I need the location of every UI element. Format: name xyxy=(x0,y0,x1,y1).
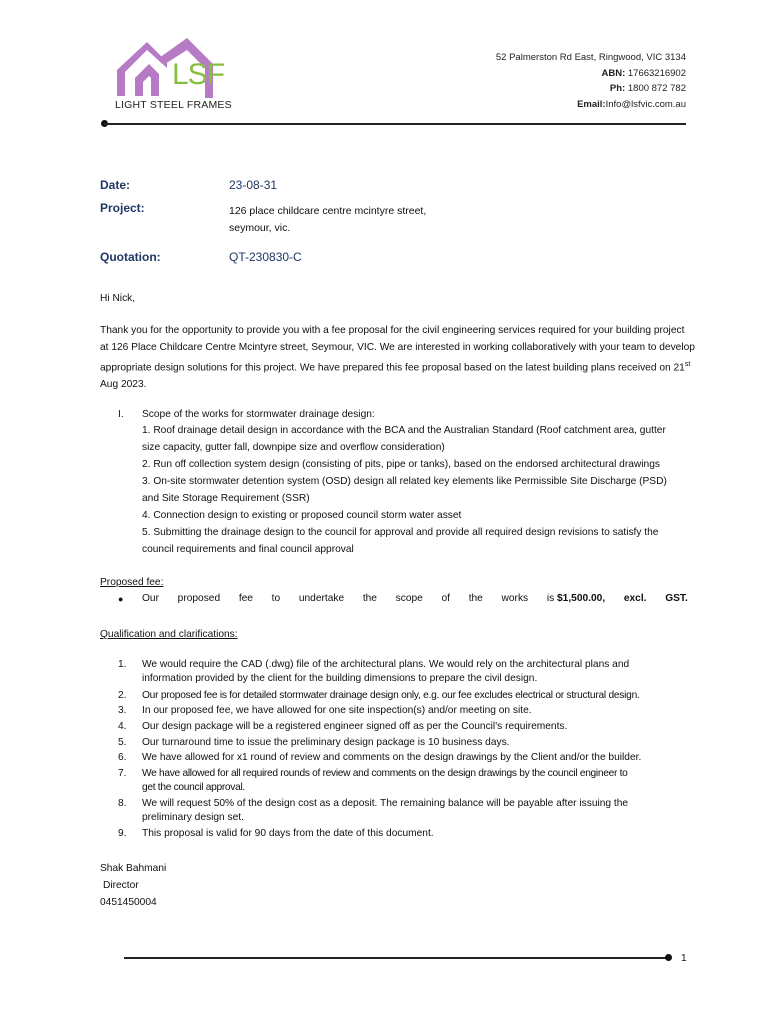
date-value: 23-08-31 xyxy=(229,178,278,192)
fee-word: Our xyxy=(142,593,159,604)
fee-word: scope xyxy=(395,593,423,604)
project-label: Project: xyxy=(100,201,145,215)
proposed-fee-heading: Proposed fee: xyxy=(100,577,164,588)
qualification-line: We would require the CAD (.dwg) file of the architectural plans. We would rely on the architectural plans and xyxy=(142,659,630,670)
qualification-line: This proposal is valid for 90 days from the date of this document. xyxy=(142,828,434,839)
fee-word: fee xyxy=(238,593,253,604)
logo-lsf-text: LSF xyxy=(172,58,225,91)
scope-item: 5. Submitting the drainage design to the council for approval and provide all required design revisions to satisfy the xyxy=(142,527,659,538)
intro-date-suffix: st xyxy=(684,361,691,368)
qualification-line: Our proposed fee is for detailed stormwater drainage design only, e.g. our fee excludes electrical or structural design. xyxy=(142,690,640,701)
scope-item: 1. Roof drainage detail design in accordance with the BCA and the Australian Standard (Roof catchment area, gutter xyxy=(142,425,666,436)
qualification-number: 6. xyxy=(118,752,127,763)
company-phone xyxy=(496,81,686,97)
project-line-1: 126 place childcare centre mcintyre street, xyxy=(229,205,427,217)
scope-item: size capacity, gutter fall, downpipe size and overflow consideration) xyxy=(142,442,445,453)
scope-heading: Scope of the works for stormwater drainage design: xyxy=(142,409,375,420)
signatory-phone: 0451450004 xyxy=(100,897,157,908)
qualifications-heading: Qualification and clarifications: xyxy=(100,629,238,640)
fee-word: works xyxy=(501,593,529,604)
fee-excl: excl. xyxy=(623,593,647,604)
qualification-text xyxy=(142,751,690,765)
scope-item: 4. Connection design to existing or proposed council storm water asset xyxy=(142,510,462,521)
qualification-line: We have allowed for x1 round of review and comments on the design drawings by the Client and/or the builder. xyxy=(142,752,642,763)
intro-line-4: Aug 2023. xyxy=(100,379,147,391)
project-line-2: seymour, vic. xyxy=(229,222,291,234)
greeting: Hi Nick, xyxy=(100,293,136,304)
scope-item: council requirements and final council approval xyxy=(142,544,354,555)
fee-word: undertake xyxy=(298,593,345,604)
qualification-number: 8. xyxy=(118,798,127,809)
scope-item: 3. On-site stormwater detention system (OSD) design all related key elements like Permissible Site Discharge (PSD) xyxy=(142,476,667,487)
fee-word: of xyxy=(441,593,451,604)
qualification-text xyxy=(142,704,690,718)
abn-label: ABN: xyxy=(601,67,626,79)
qualification-number: 7. xyxy=(118,768,127,779)
footer-rule-dot xyxy=(665,954,672,961)
scope-item: and Site Storage Requirement (SSR) xyxy=(142,493,310,504)
fee-line xyxy=(142,590,688,607)
qualification-number: 4. xyxy=(118,721,127,732)
qualification-line: We have allowed for all required rounds of review and comments on the design drawings by the council engineer to xyxy=(142,768,628,779)
qualification-number: 9. xyxy=(118,828,127,839)
company-address: 52 Palmerston Rd East, Ringwood, VIC 3134 xyxy=(495,52,686,63)
qualification-line: In our proposed fee, we have allowed for one site inspection(s) and/or meeting on site. xyxy=(142,705,532,716)
fee-gst: GST. xyxy=(665,593,688,604)
header-divider xyxy=(104,123,686,125)
qualification-text xyxy=(142,689,690,703)
qualification-text xyxy=(142,736,690,750)
signatory-name: Shak Bahmani xyxy=(100,863,167,874)
date-label: Date: xyxy=(100,178,131,192)
fee-word: the xyxy=(362,593,377,604)
intro-line-3 xyxy=(100,356,690,376)
scope-list xyxy=(142,422,690,558)
qualification-text xyxy=(142,767,690,795)
fee-amount-group xyxy=(547,590,605,607)
qualification-line: preliminary design set. xyxy=(142,812,244,823)
qualification-line: Our turnaround time to issue the preliminary design package is 10 business days. xyxy=(142,737,510,748)
email-label: Email: xyxy=(577,98,606,110)
qualification-line: Our design package will be a registered engineer signed off as per the Council's requirements. xyxy=(142,721,568,732)
page-number: 1 xyxy=(681,953,687,964)
email-value: Info@lsfvic.com.au xyxy=(605,98,686,110)
fee-amount: $1,500.00, xyxy=(557,593,606,604)
signatory-title: Director xyxy=(103,880,139,891)
qualification-line: We will request 50% of the design cost as a deposit. The remaining balance will be payable after issuing the xyxy=(142,798,629,809)
project-value xyxy=(229,203,426,237)
company-email xyxy=(496,97,686,113)
qualification-line: get the council approval. xyxy=(142,782,245,793)
qualification-text xyxy=(142,797,690,825)
company-abn xyxy=(496,66,686,82)
intro-line-2: at 126 Place Childcare Centre Mcintyre street, Seymour, VIC. We are interested in working collaboratively with your team to develop xyxy=(100,342,695,353)
qualification-text xyxy=(142,720,690,734)
qualification-line: information provided by the client for the building dimensions to prepare the civil design. xyxy=(142,673,538,684)
qualification-number: 1. xyxy=(118,659,127,670)
fee-word: the xyxy=(468,593,483,604)
qualification-text xyxy=(142,827,690,841)
fee-bullet-icon: ● xyxy=(118,594,124,604)
fee-word: to xyxy=(271,593,281,604)
qualification-text xyxy=(142,658,690,686)
signature-block xyxy=(100,860,166,911)
scope-item: 2. Run off collection system design (consisting of pits, pipe or tanks), based on the endorsed architectural drawings xyxy=(142,459,660,470)
intro-paragraph xyxy=(100,322,695,393)
intro-line-1: Thank you for the opportunity to provide you with a fee proposal for the civil engineering services required for your building project xyxy=(100,325,685,336)
fee-is: is xyxy=(546,593,555,604)
logo-subtitle: LIGHT STEEL FRAMES xyxy=(115,99,232,111)
phone-value: 1800 872 782 xyxy=(627,83,686,94)
scope-numeral: I. xyxy=(118,409,124,420)
company-contact-block xyxy=(496,50,686,112)
fee-word: proposed xyxy=(177,593,221,604)
qualification-number: 3. xyxy=(118,705,127,716)
quotation-value: QT-230830-C xyxy=(229,250,302,264)
abn-value: 17663216902 xyxy=(627,67,686,79)
qualification-number: 5. xyxy=(118,737,127,748)
qualification-number: 2. xyxy=(118,690,127,701)
phone-label: Ph: xyxy=(609,83,626,94)
quotation-label: Quotation: xyxy=(100,250,161,264)
footer-divider xyxy=(124,957,668,959)
intro-line-3-text: appropriate design solutions for this project. We have prepared this fee proposal based on the latest building plans received on 21 xyxy=(100,362,685,374)
